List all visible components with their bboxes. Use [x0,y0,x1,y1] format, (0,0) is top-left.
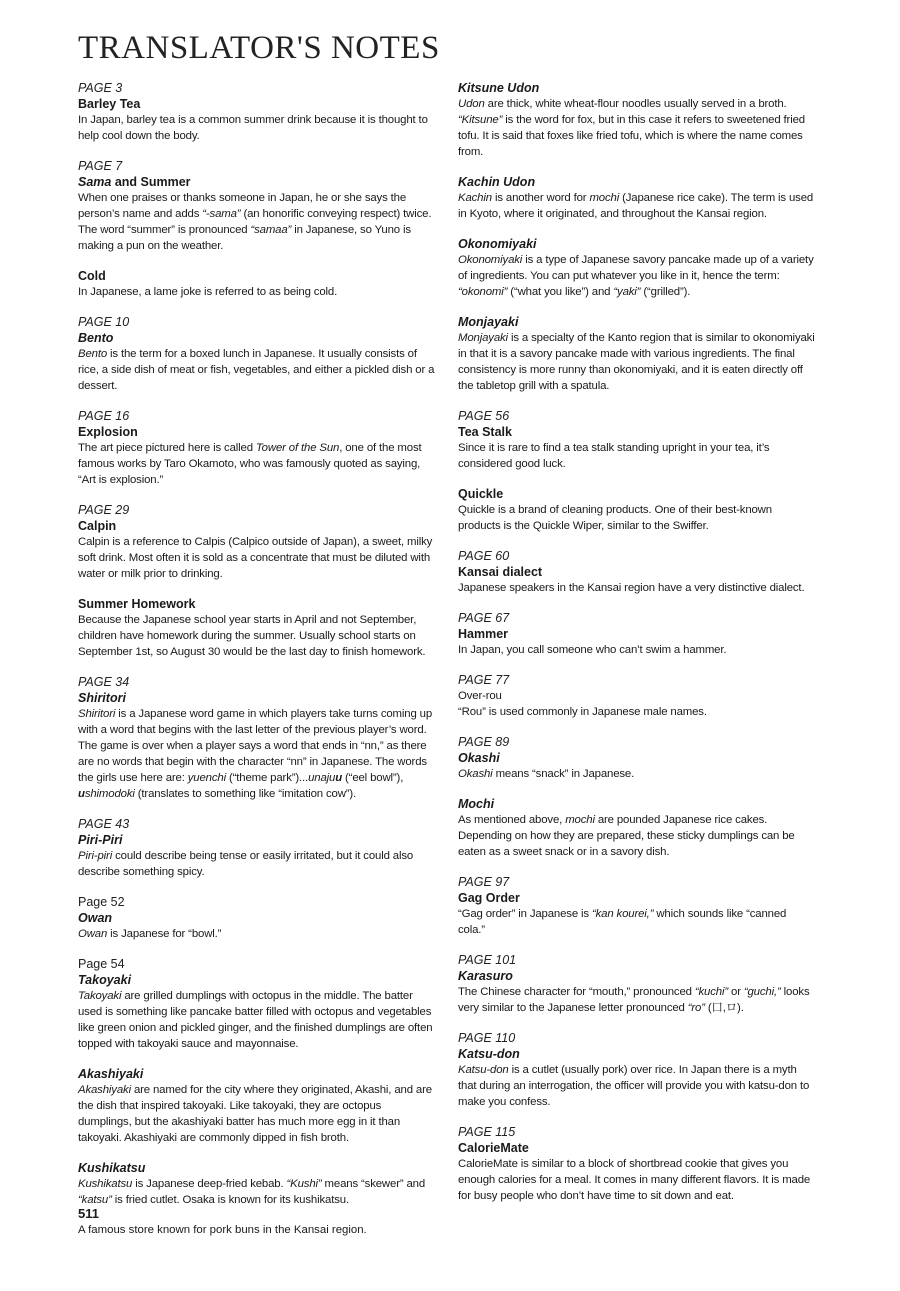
note-body: CalorieMate is similar to a block of shortbread cookie that gives you enough calories for a meal. It comes in many different flavors. It is made for busy people who don’t have time to sit down and eat. [458,1158,811,1202]
note-calpin [78,502,436,582]
note-barley-tea [78,80,436,144]
body-italic: Okonomiyaki [458,254,523,266]
body-text: (an honorific conveying respect) twice. The word “summer” is pronounced [78,208,432,236]
body-text: , one of the most famous works by Taro Okamoto, who was famously quoted as saying, “Art is explosion.” [78,442,422,486]
note-heading: Kachin Udon [458,175,536,189]
body-text: looks very similar to the Japanese letter pronounced [458,986,810,1014]
note-kitsune-udon [458,80,816,160]
note-heading: Bento [78,331,114,345]
note-body: “Rou” is used commonly in Japanese male names. [458,706,707,718]
note-body [458,812,816,860]
page-title: TRANSLATOR'S NOTES [78,30,440,66]
note-body [458,766,816,782]
body-text: As mentioned above, [458,814,566,826]
body-text: “Gag order” in Japanese is [458,908,592,920]
page-label: Page 54 [78,957,125,971]
note-owan [78,894,436,942]
body-bold-italic: u [335,772,343,784]
page-footer [78,1206,438,1238]
body-text: (“grilled”). [640,286,691,298]
body-italic: Bento [78,348,108,360]
note-body: In Japan, you call someone who can’t swim a hammer. [458,644,727,656]
note-body [458,906,816,938]
body-italic: unaju [308,772,336,784]
body-italic: Udon [458,98,485,110]
body-text: are pounded Japanese rice cakes. Depending on how they are prepared, these sticky dumplings can be eaten as a sweet snack or in a savory dish. [458,814,795,858]
body-text: are thick, white wheat-flour noodles usually served in a broth. [484,98,787,110]
body-italic: Kachin [458,192,492,204]
heading-rest: and Summer [111,175,191,189]
body-text: is a Japanese word game in which players take turns coming up with a word that begins with the last letter of the previous player’s word. The game is over when a player says a word that ends in “nn,” as there are no words that begin with the character “nn” in Japanese. The words the girls use here are: [78,708,433,784]
page-label: PAGE 77 [458,673,510,687]
note-takoyaki [78,956,436,1052]
note-heading: Tea Stalk [458,425,512,439]
note-body [78,706,436,802]
note-heading: Okonomiyaki [458,237,537,251]
note-quickle [458,486,816,534]
page-label: Page 52 [78,895,125,909]
note-heading: Cold [78,269,106,283]
note-explosion [78,408,436,488]
note-heading: Kushikatsu [78,1161,146,1175]
note-heading: CalorieMate [458,1141,529,1155]
note-heading [78,174,436,190]
page-label: PAGE 10 [78,315,130,329]
note-okonomiyaki [458,236,816,300]
note-heading: Owan [78,911,113,925]
body-text: (Japanese rice cake). The term is used in Kyoto, where it originated, and throughout the Kansai region. [458,192,814,220]
body-text: is Japanese for “bowl.” [107,928,222,940]
body-italic: Shiritori [78,708,116,720]
note-body [458,1062,816,1110]
body-italic: “kuchi” [694,986,728,998]
body-italic: Katsu-don [458,1064,509,1076]
body-italic: “samaa” [250,224,292,236]
note-body [78,190,436,254]
note-heading: Over-rou [458,690,502,702]
note-bento [78,314,436,394]
body-italic: “-sama” [202,208,241,220]
note-body: Japanese speakers in the Kansai region have a very distinctive dialect. [458,582,805,594]
note-mochi [458,796,816,860]
note-caloriemate [458,1124,816,1204]
body-italic: “yaki” [613,286,641,298]
body-text: The Chinese character for “mouth,” pronounced [458,986,695,998]
note-heading: Katsu-don [458,1047,520,1061]
note-body [458,984,816,1016]
note-body [78,848,436,880]
page-label: PAGE 101 [458,953,517,967]
note-body: Since it is rare to find a tea stalk standing upright in your tea, it’s considered good luck. [458,442,770,470]
body-text: is Japanese deep-fried kebab. [132,1178,287,1190]
note-tea-stalk [458,408,816,472]
body-italic: Owan [78,928,108,940]
note-heading: Shiritori [78,691,126,705]
left-column [78,80,436,1222]
note-heading: Kansai dialect [458,565,543,579]
note-heading: Gag Order [458,891,520,905]
note-body [458,96,816,160]
body-text: (translates to something like “imitation cow”). [134,788,357,800]
body-text: means “snack” in Japanese. [492,768,635,780]
body-italic: Monjayaki [458,332,508,344]
page-label: PAGE 115 [458,1125,516,1139]
body-text: is another word for [491,192,590,204]
body-text: is a type of Japanese savory pancake made up of a variety of ingredients. You can put whatever you like in it, hence the term: [458,254,814,282]
page-label: PAGE 97 [458,875,510,889]
body-text: (“what you like”) and [507,286,614,298]
body-italic: “Kitsune” [458,114,503,126]
note-akashiyaki [78,1066,436,1146]
body-italic: “guchi,” [743,986,781,998]
body-text: is the word for fox, but in this case it refers to sweetened fried tofu. It is said that foxes like fried tofu, which is where the name comes from. [458,114,805,158]
note-karasuro [458,952,816,1016]
body-italic: “kan kourei,” [591,908,654,920]
page-label: PAGE 110 [458,1031,516,1045]
page-label: PAGE 60 [458,549,510,563]
body-bold-italic: u [78,788,85,800]
note-heading: Kitsune Udon [458,81,540,95]
body-italic: Takoyaki [78,990,122,1002]
note-heading: Akashiyaki [78,1067,144,1081]
body-text: (口,ロ). [704,1002,744,1014]
body-text: means “skewer” and [321,1178,426,1190]
note-body [78,346,436,394]
page-label: PAGE 29 [78,503,130,517]
note-body [458,252,816,300]
note-body: Calpin is a reference to Calpis (Calpico outside of Japan), a sweet, milky soft drink. Most often it is sold as a concentrate that must be diluted with water or milk prior to drinking. [78,536,433,580]
note-heading: Barley Tea [78,97,141,111]
note-shiritori [78,674,436,802]
note-body [78,440,436,488]
page-label: PAGE 89 [458,735,510,749]
body-text: is a cutlet (usually pork) over rice. In Japan there is a myth that during an interrogation, the officer will provide you with katsu-don to make you confess. [458,1064,810,1108]
note-sama-and-summer [78,158,436,254]
page-label: PAGE 43 [78,817,130,831]
body-italic: mochi [565,814,595,826]
body-text: (“theme park”)... [225,772,309,784]
note-body [458,330,816,394]
page-label: PAGE 16 [78,409,130,423]
body-text: are grilled dumplings with octopus in the middle. The batter used is something like pancake batter filled with octopus and vegetables like green onion and pickled ginger, and the finished dumplings are often topped with takoyaki sauce and mayonnaise. [78,990,433,1050]
body-italic: “okonomi” [458,286,508,298]
note-body: In Japanese, a lame joke is referred to as being cold. [78,286,338,298]
note-kushikatsu [78,1160,436,1208]
page-label: PAGE 34 [78,675,130,689]
note-katsu-don [458,1030,816,1110]
body-text: The art piece pictured here is called [78,442,256,454]
note-heading: Quickle [458,487,504,501]
note-body: Because the Japanese school year starts in April and not September, children have homework during the summer. Usually school starts on September 1st, so August 30 would be the last day to finish homework. [78,614,426,658]
body-text: in Japanese, so Yuno is making a pun on the weather. [78,224,411,252]
body-text: is the term for a boxed lunch in Japanese. It usually consists of rice, a side dish of meat or fish, vegetables, and either a pickled dish or a dessert. [78,348,435,392]
body-italic: “katsu” [78,1194,112,1206]
note-hammer [458,610,816,658]
note-heading: Takoyaki [78,973,132,987]
body-italic: Okashi [458,768,493,780]
footnote-text: A famous store known for pork buns in the Kansai region. [78,1224,367,1236]
body-italic: Piri-piri [78,850,113,862]
page-label: PAGE 56 [458,409,510,423]
body-text: When one praises or thanks someone in Japan, he or she says the person’s name and adds [78,192,407,220]
note-cold [78,268,436,300]
note-heading: Mochi [458,797,495,811]
note-heading: Explosion [78,425,138,439]
note-heading: Summer Homework [78,597,196,611]
heading-italic: Sama [78,175,112,189]
note-monjayaki [458,314,816,394]
note-body [458,190,816,222]
body-text: or [728,986,744,998]
note-summer-homework [78,596,436,660]
body-text: is a specialty of the Kanto region that is similar to okonomiyaki in that it is a savory pancake made with various ingredients. The final consistency is more runny than okonomiyaki, and it is eaten directly off the tabletop grill with a spatula. [458,332,815,392]
note-heading: Okashi [458,751,500,765]
note-body: In Japan, barley tea is a common summer drink because it is thought to help cool down the body. [78,114,428,142]
note-body [78,926,436,942]
note-gag-order [458,874,816,938]
note-heading: Piri-Piri [78,833,123,847]
page-label: PAGE 67 [458,611,510,625]
body-italic: Tower of the Sun [255,442,340,454]
note-over-rou [458,672,816,720]
body-text: could describe being tense or easily irritated, but it could also describe something spicy. [78,850,414,878]
body-italic: yuenchi [187,772,226,784]
note-body [78,1176,436,1208]
body-italic: “Kushi” [286,1178,322,1190]
note-piri-piri [78,816,436,880]
body-text: are named for the city where they originated, Akashi, and are the dish that inspired takoyaki. Like takoyaki, they are octopus dumplings, but the akashiyaki batter has much more egg in it than takoyaki. Akashiyaki are commonly dipped in fish broth. [78,1084,432,1144]
note-okashi [458,734,816,782]
note-heading: Karasuro [458,969,513,983]
note-heading: Calpin [78,519,117,533]
page-label: PAGE 7 [78,159,123,173]
note-body: Quickle is a brand of cleaning products. One of their best-known products is the Quickle Wiper, similar to the Swiffer. [458,504,772,532]
note-heading: Monjayaki [458,315,519,329]
note-body [78,1082,436,1146]
body-text: (“eel bowl”), [342,772,404,784]
right-column [458,80,816,1218]
body-italic: Akashiyaki [78,1084,131,1096]
body-italic: mochi [589,192,620,204]
body-italic: Kushikatsu [78,1178,133,1190]
page-label: PAGE 3 [78,81,123,95]
body-italic: “ro” [687,1002,705,1014]
page-number: 511 [78,1206,99,1221]
note-kansai-dialect [458,548,816,596]
body-text: which sounds like “canned cola.” [458,908,787,936]
body-text: is fried cutlet. Osaka is known for its kushikatsu. [111,1194,349,1206]
note-kachin-udon [458,174,816,222]
note-heading: Hammer [458,627,509,641]
note-body [78,988,436,1052]
body-italic: shimodoki [84,788,135,800]
